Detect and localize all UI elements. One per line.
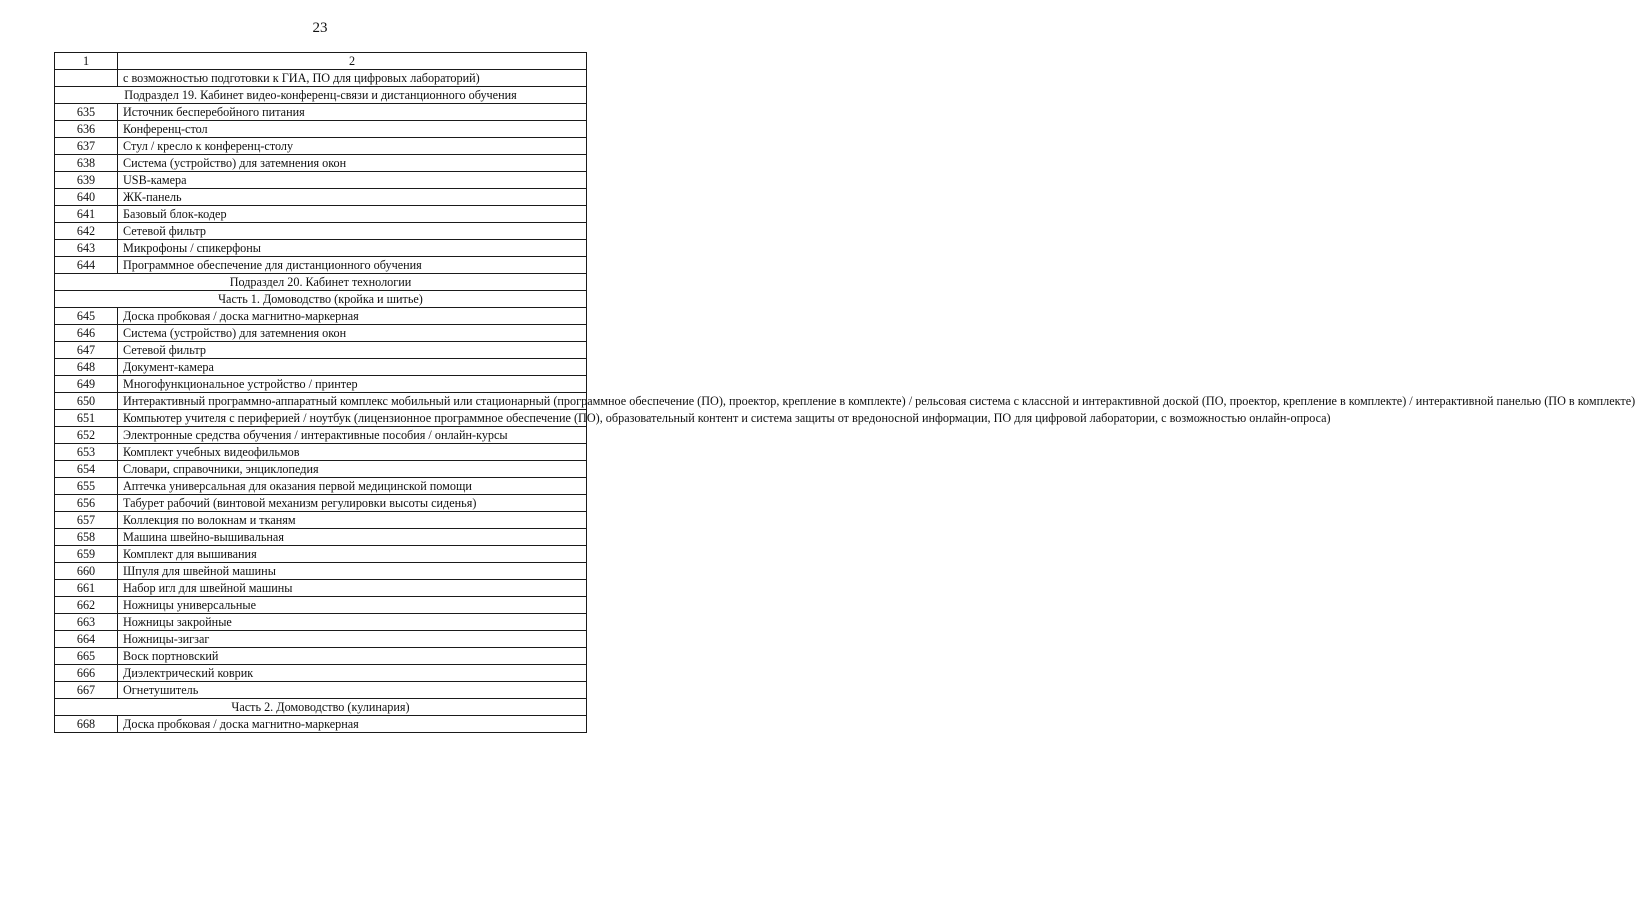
table-row bbox=[55, 461, 587, 478]
table-row bbox=[55, 342, 587, 359]
section-row bbox=[55, 274, 587, 291]
item-name: Табурет рабочий (винтовой механизм регулировки высоты сиденья) bbox=[118, 495, 587, 512]
item-number: 651 bbox=[55, 410, 118, 427]
column-header-name: 2 bbox=[118, 53, 587, 70]
table-row bbox=[55, 631, 587, 648]
item-number: 655 bbox=[55, 478, 118, 495]
table-header-row bbox=[55, 53, 587, 70]
item-name: Воск портновский bbox=[118, 648, 587, 665]
section-title: Подраздел 19. Кабинет видео-конференц-связи и дистанционного обучения bbox=[55, 87, 587, 104]
item-number: 664 bbox=[55, 631, 118, 648]
item-continuation: с возможностью подготовки к ГИА, ПО для цифровых лабораторий) bbox=[118, 70, 587, 87]
column-header-number: 1 bbox=[55, 53, 118, 70]
item-number: 649 bbox=[55, 376, 118, 393]
item-number: 641 bbox=[55, 206, 118, 223]
item-name: Система (устройство) для затемнения окон bbox=[118, 155, 587, 172]
equipment-table bbox=[54, 52, 1635, 733]
item-number: 643 bbox=[55, 240, 118, 257]
item-number: 652 bbox=[55, 427, 118, 444]
table-row bbox=[55, 393, 587, 410]
item-name: Сетевой фильтр bbox=[118, 342, 587, 359]
item-number: 636 bbox=[55, 121, 118, 138]
table-row bbox=[55, 138, 587, 155]
table-row bbox=[55, 563, 587, 580]
item-name: Стул / кресло к конференц-столу bbox=[118, 138, 587, 155]
item-number: 650 bbox=[55, 393, 118, 410]
item-name: Диэлектрический коврик bbox=[118, 665, 587, 682]
table-row bbox=[55, 308, 587, 325]
table-row bbox=[55, 580, 587, 597]
item-name: Источник бесперебойного питания bbox=[118, 104, 587, 121]
table-row bbox=[55, 376, 587, 393]
item-number: 657 bbox=[55, 512, 118, 529]
item-name: Комплект для вышивания bbox=[118, 546, 587, 563]
item-name: Доска пробковая / доска магнитно-маркерная bbox=[118, 716, 587, 733]
item-number: 661 bbox=[55, 580, 118, 597]
table-row bbox=[55, 325, 587, 342]
table-row bbox=[55, 410, 587, 427]
table-row bbox=[55, 546, 587, 563]
table-row bbox=[55, 240, 587, 257]
table-row bbox=[55, 104, 587, 121]
item-name: Шпуля для швейной машины bbox=[118, 563, 587, 580]
item-name: Ножницы-зигзаг bbox=[118, 631, 587, 648]
item-name: Аптечка универсальная для оказания первой медицинской помощи bbox=[118, 478, 587, 495]
item-name: Интерактивный программно-аппаратный комплекс мобильный или стационарный (программное обеспечение (ПО), проектор, крепление в комплекте) / рельсовая система с классной и интерактивной доской (ПО, проектор, крепление в комплекте) / интерактивной панелью (ПО в комплекте) bbox=[118, 393, 587, 410]
table-row bbox=[55, 172, 587, 189]
table-body bbox=[55, 70, 1635, 733]
item-number: 639 bbox=[55, 172, 118, 189]
item-number: 637 bbox=[55, 138, 118, 155]
section-title: Часть 2. Домоводство (кулинария) bbox=[55, 699, 587, 716]
table-row bbox=[55, 682, 587, 699]
item-name: Комплект учебных видеофильмов bbox=[118, 444, 587, 461]
table-row bbox=[55, 716, 587, 733]
item-number: 640 bbox=[55, 189, 118, 206]
item-name: Конференц-стол bbox=[118, 121, 587, 138]
item-number: 667 bbox=[55, 682, 118, 699]
item-name: Коллекция по волокнам и тканям bbox=[118, 512, 587, 529]
table-row bbox=[55, 121, 587, 138]
item-name: Документ-камера bbox=[118, 359, 587, 376]
item-name: Программное обеспечение для дистанционного обучения bbox=[118, 257, 587, 274]
item-name: Машина швейно-вышивальная bbox=[118, 529, 587, 546]
item-number: 642 bbox=[55, 223, 118, 240]
item-name: USB-камера bbox=[118, 172, 587, 189]
item-name: Ножницы универсальные bbox=[118, 597, 587, 614]
table-row bbox=[55, 444, 587, 461]
item-name: ЖК-панель bbox=[118, 189, 587, 206]
item-name: Базовый блок-кодер bbox=[118, 206, 587, 223]
item-number: 660 bbox=[55, 563, 118, 580]
item-number: 646 bbox=[55, 325, 118, 342]
item-number: 666 bbox=[55, 665, 118, 682]
table-row bbox=[55, 529, 587, 546]
item-name: Огнетушитель bbox=[118, 682, 587, 699]
item-name: Микрофоны / спикерфоны bbox=[118, 240, 587, 257]
table-row bbox=[55, 223, 587, 240]
table-row bbox=[55, 206, 587, 223]
item-number: 663 bbox=[55, 614, 118, 631]
item-name: Компьютер учителя с периферией / ноутбук (лицензионное программное обеспечение (ПО), образовательный контент и система защиты от вредоносной информации, ПО для цифровой лаборатории, с возможностью онлайн-опроса) bbox=[118, 410, 587, 427]
item-name: Ножницы закройные bbox=[118, 614, 587, 631]
item-name: Электронные средства обучения / интерактивные пособия / онлайн-курсы bbox=[118, 427, 587, 444]
section-title: Подраздел 20. Кабинет технологии bbox=[55, 274, 587, 291]
item-number: 645 bbox=[55, 308, 118, 325]
item-number: 662 bbox=[55, 597, 118, 614]
item-number: 656 bbox=[55, 495, 118, 512]
item-number: 635 bbox=[55, 104, 118, 121]
item-number: 647 bbox=[55, 342, 118, 359]
table-row bbox=[55, 359, 587, 376]
section-row bbox=[55, 699, 587, 716]
item-name: Словари, справочники, энциклопедия bbox=[118, 461, 587, 478]
table-row bbox=[55, 70, 587, 87]
item-name: Доска пробковая / доска магнитно-маркерная bbox=[118, 308, 587, 325]
section-row bbox=[55, 87, 587, 104]
item-number: 658 bbox=[55, 529, 118, 546]
table-row bbox=[55, 665, 587, 682]
item-name: Сетевой фильтр bbox=[118, 223, 587, 240]
table-row bbox=[55, 495, 587, 512]
table-row bbox=[55, 597, 587, 614]
item-name: Система (устройство) для затемнения окон bbox=[118, 325, 587, 342]
table-row bbox=[55, 614, 587, 631]
table-row bbox=[55, 257, 587, 274]
table-row bbox=[55, 478, 587, 495]
table-row bbox=[55, 648, 587, 665]
item-name: Набор игл для швейной машины bbox=[118, 580, 587, 597]
item-number: 638 bbox=[55, 155, 118, 172]
table-row bbox=[55, 512, 587, 529]
table-row bbox=[55, 189, 587, 206]
table-row bbox=[55, 427, 587, 444]
section-row bbox=[55, 291, 587, 308]
item-number: 668 bbox=[55, 716, 118, 733]
page-number: 23 bbox=[312, 20, 328, 36]
item-number: 653 bbox=[55, 444, 118, 461]
item-name: Многофункциональное устройство / принтер bbox=[118, 376, 587, 393]
item-number: 654 bbox=[55, 461, 118, 478]
item-number: 644 bbox=[55, 257, 118, 274]
section-title: Часть 1. Домоводство (кройка и шитье) bbox=[55, 291, 587, 308]
item-number: 665 bbox=[55, 648, 118, 665]
item-number: 648 bbox=[55, 359, 118, 376]
item-number: 659 bbox=[55, 546, 118, 563]
item-number bbox=[55, 70, 118, 87]
table-row bbox=[55, 155, 587, 172]
